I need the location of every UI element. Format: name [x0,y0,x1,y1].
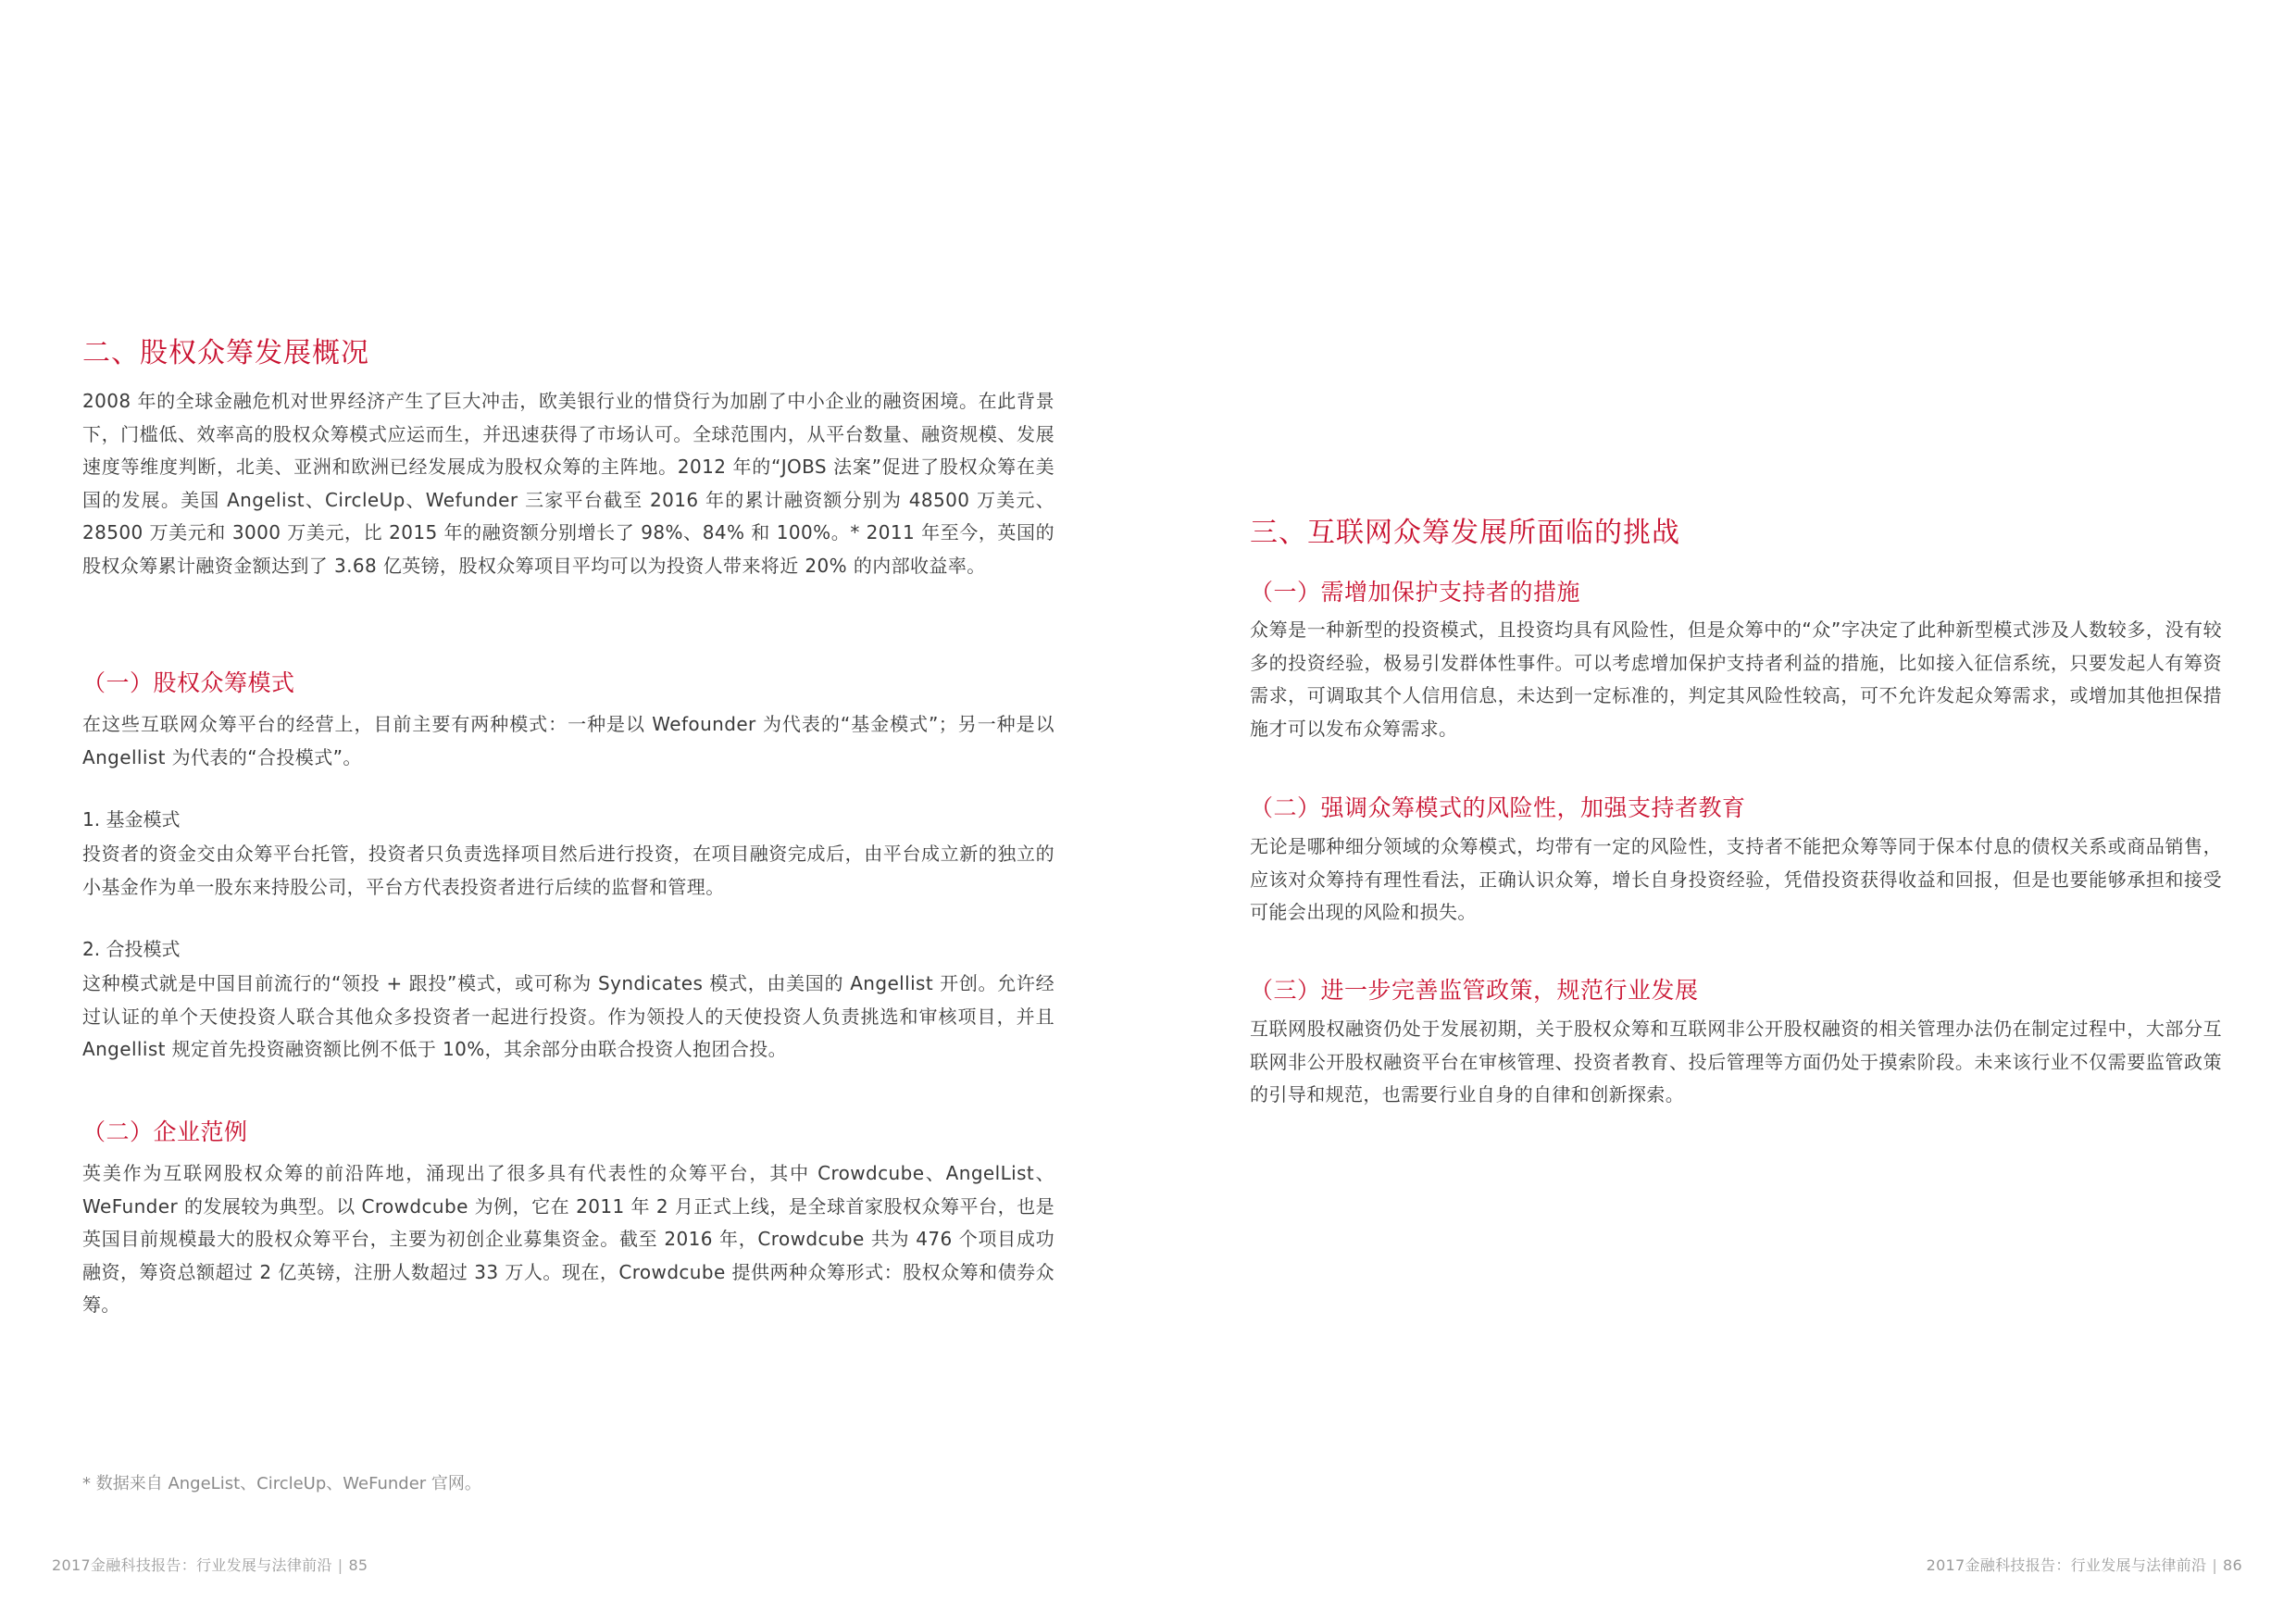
footer-left-title: 2017金融科技报告：行业发展与法律前沿 [52,1556,332,1574]
subsection-title-regulation: （三）进一步完善监管政策，规范行业发展 [1250,977,1699,1004]
footer-right-title: 2017金融科技报告：行业发展与法律前沿 [1926,1556,2207,1574]
subsection-title-risk-education: （二）强调众筹模式的风险性，加强支持者教育 [1250,794,1746,821]
syndicate-mode-label: 2. 合投模式 [82,938,181,960]
subsection-title-examples: （二）企业范例 [82,1118,248,1145]
regulation-paragraph: 互联网股权融资仍处于发展初期，关于股权众筹和互联网非公开股权融资的相关管理办法仍在制定过程中，大部分互联网非公开股权融资平台在审核管理、投资者教育、投后管理等方面仍处于摸索阶段。未来该行业不仅需要监管政策的引导和规范，也需要行业自身的自律和创新探索。 [1250,1018,2222,1106]
page-number-right: 86 [2223,1556,2242,1574]
examples-paragraph: 英美作为互联网股权众筹的前沿阵地，涌现出了很多具有代表性的众筹平台，其中 Crowdcube、AngelList、WeFunder 的发展较为典型。以 Crowdcube 为例，它在 2011 年 2 月正式上线，是全球首家股权众筹平台，也是英国目前规模最大的股权众筹平台，主要为初创企业募集资金。截至 2016 年，Crowdcube 共为 476 个项目成功融资，筹资总额超过 2 亿英镑，注册人数超过 33 万人。现在，Crowdcube 提供两种众筹形式：股权众筹和债券众筹。 [82,1162,1054,1316]
risk-education-paragraph: 无论是哪种细分领域的众筹模式，均带有一定的风险性，支持者不能把众筹等同于保本付息的债权关系或商品销售，应该对众筹持有理性看法，正确认识众筹，增长自身投资经验，凭借投资获得收益和回报，但是也要能够承担和接受可能会出现的风险和损失。 [1250,835,2222,923]
footer-right [1927,1554,2242,1575]
fund-mode-label: 1. 基金模式 [82,808,181,831]
footer-separator: | [337,1556,343,1574]
footer-separator: | [2212,1556,2218,1574]
page-number-left: 85 [348,1556,368,1574]
fund-mode-paragraph: 投资者的资金交由众筹平台托管，投资者只负责选择项目然后进行投资，在项目融资完成后，由平台成立新的独立的小基金作为单一股东来持股公司，平台方代表投资者进行后续的监督和管理。 [82,843,1054,898]
section-title-challenges: 三、互联网众筹发展所面临的挑战 [1250,517,1680,549]
intro-paragraph: 2008 年的全球金融危机对世界经济产生了巨大冲击，欧美银行业的惜贷行为加剧了中小企业的融资困境。在此背景下，门槛低、效率高的股权众筹模式应运而生，并迅速获得了市场认可。全球范围内，从平台数量、融资规模、发展速度等维度判断，北美、亚洲和欧洲已经发展成为股权众筹的主阵地。2012 年的“JOBS 法案”促进了股权众筹在美国的发展。美国 Angelist、CircleUp、Wefunder 三家平台截至 2016 年的累计融资额分别为 48500 万美元、28500 万美元和 3000 万美元，比 2015 年的融资额分别增长了 98%、84% 和 100%。* 2011 年至今，英国的股权众筹累计融资金额达到了 3.68 亿英镑，股权众筹项目平均可以为投资人带来将近 20% 的内部收益率。 [82,390,1054,577]
subsection-title-protection: （一）需增加保护支持者的措施 [1250,579,1581,606]
modes-intro-paragraph: 在这些互联网众筹平台的经营上，目前主要有两种模式：一种是以 Wefounder 为代表的“基金模式”；另一种是以 Angellist 为代表的“合投模式”。 [82,713,1054,768]
syndicate-mode-paragraph: 这种模式就是中国目前流行的“领投 + 跟投”模式，或可称为 Syndicates 模式，由美国的 Angellist 开创。允许经过认证的单个天使投资人联合其他众多投资者一起进行投资。作为领投人的天使投资人负责挑选和审核项目，并且 Angellist 规定首先投资融资额比例不低于 10%，其余部分由联合投资人抱团合投。 [82,972,1054,1060]
footer-left [52,1554,368,1575]
section-title-equity-crowdfunding: 二、股权众筹发展概况 [82,337,369,369]
protection-paragraph: 众筹是一种新型的投资模式，且投资均具有风险性，但是众筹中的“众”字决定了此种新型模式涉及人数较多，没有较多的投资经验，极易引发群体性事件。可以考虑增加保护支持者利益的措施，比如接入征信系统，只要发起人有筹资需求，可调取其个人信用信息，未达到一定标准的，判定其风险性较高，可不允许发起众筹需求，或增加其他担保措施才可以发布众筹需求。 [1250,618,2222,740]
subsection-title-modes: （一）股权众筹模式 [82,669,295,696]
footnote: * 数据来自 AngeList、CircleUp、WeFunder 官网。 [82,1474,481,1493]
